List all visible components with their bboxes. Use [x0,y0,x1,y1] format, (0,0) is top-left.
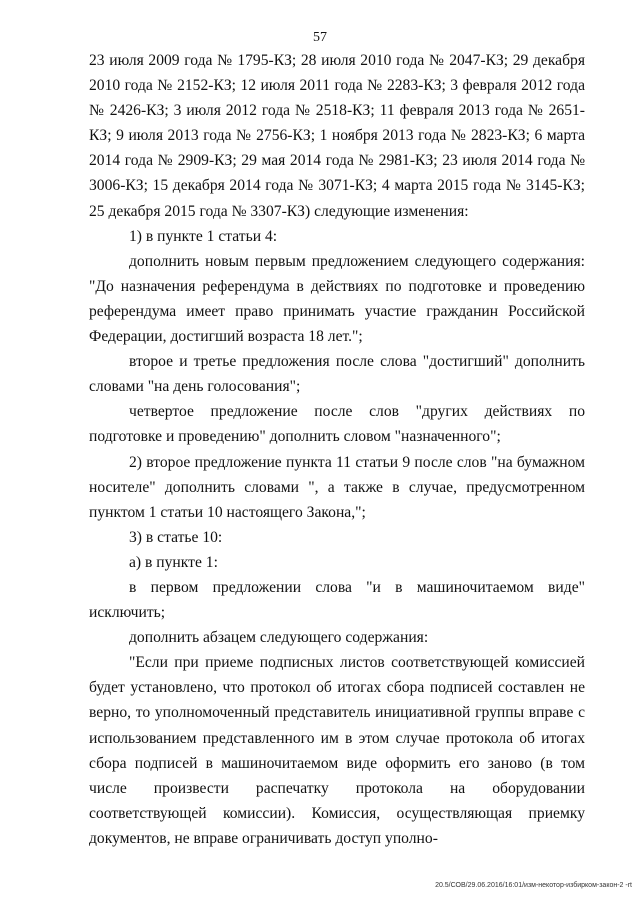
page-number: 57 [313,30,327,45]
paragraph: четвертое предложение после слов "других действиях по подготовке и проведению" дополнить словом "назначенного"; [89,403,585,446]
paragraph: "Если при приеме подписных листов соответствующей комиссией будет установлено, что протокол об итогах сбора подписей составлен не верно, то уполномоченный представитель инициативной группы вправе с использованием представленного им в этом случае протокола об итогах сбора подписей в машиночитаемом виде оформить его заново (в том числе произвести распечатку протокола на оборудовании соответствующей комиссии). Комиссия, осуществляющая приемку документов, не вправе ограничивать доступ уполно- [89,654,585,847]
paragraph: 1) в пункте 1 статьи 4: [129,227,278,245]
paragraph: 2) второе предложение пункта 11 статьи 9 после слов "на бумажном носителе" дополнить словами ", а также в случае, предусмотренном пунктом 1 статьи 10 настоящего Закона,"; [89,453,585,521]
paragraph: второе и третье предложения после слова "достигший" дополнить словами "на день голосования"; [89,353,585,396]
paragraph: 3) в статье 10: [129,528,223,546]
paragraph: 23 июля 2009 года № 1795-КЗ; 28 июля 2010 года № 2047-КЗ; 29 декабря 2010 года № 2152-КЗ; 12 июля 2011 года № 2283-КЗ; 3 февраля 2012 года № 2426-КЗ; 3 июля 2012 года № 2518-КЗ; 11 февраля 2013 года № 2651-КЗ; 9 июля 2013 года № 2756-КЗ; 1 ноября 2013 года № 2823-КЗ; 6 марта 2014 года № 2909-КЗ; 29 мая 2014 года № 2981-КЗ; 23 июля 2014 года № 3006-КЗ; 15 декабря 2014 года № 3071-КЗ; 4 марта 2015 года № 3145-КЗ; 25 декабря 2015 года № 3307-КЗ) следующие изменения: [89,52,585,220]
paragraph: дополнить абзацем следующего содержания: [129,629,429,647]
paragraph: дополнить новым первым предложением следующего содержания: "До назначения референдума в действиях по подготовке и проведению референдума имеет право принимать участие гражданин Российской Федерации, достигший возраста 18 лет."; [89,252,585,346]
paragraph: в первом предложении слова "и в машиночитаемом виде" исключить; [89,578,585,622]
paragraph: а) в пункте 1: [129,553,218,571]
document-body [89,48,585,851]
footer-document-code: 20.5/СОВ/29.06.2016/16:01/изм-некотор-избирком-закон-2 -rt [435,882,632,889]
